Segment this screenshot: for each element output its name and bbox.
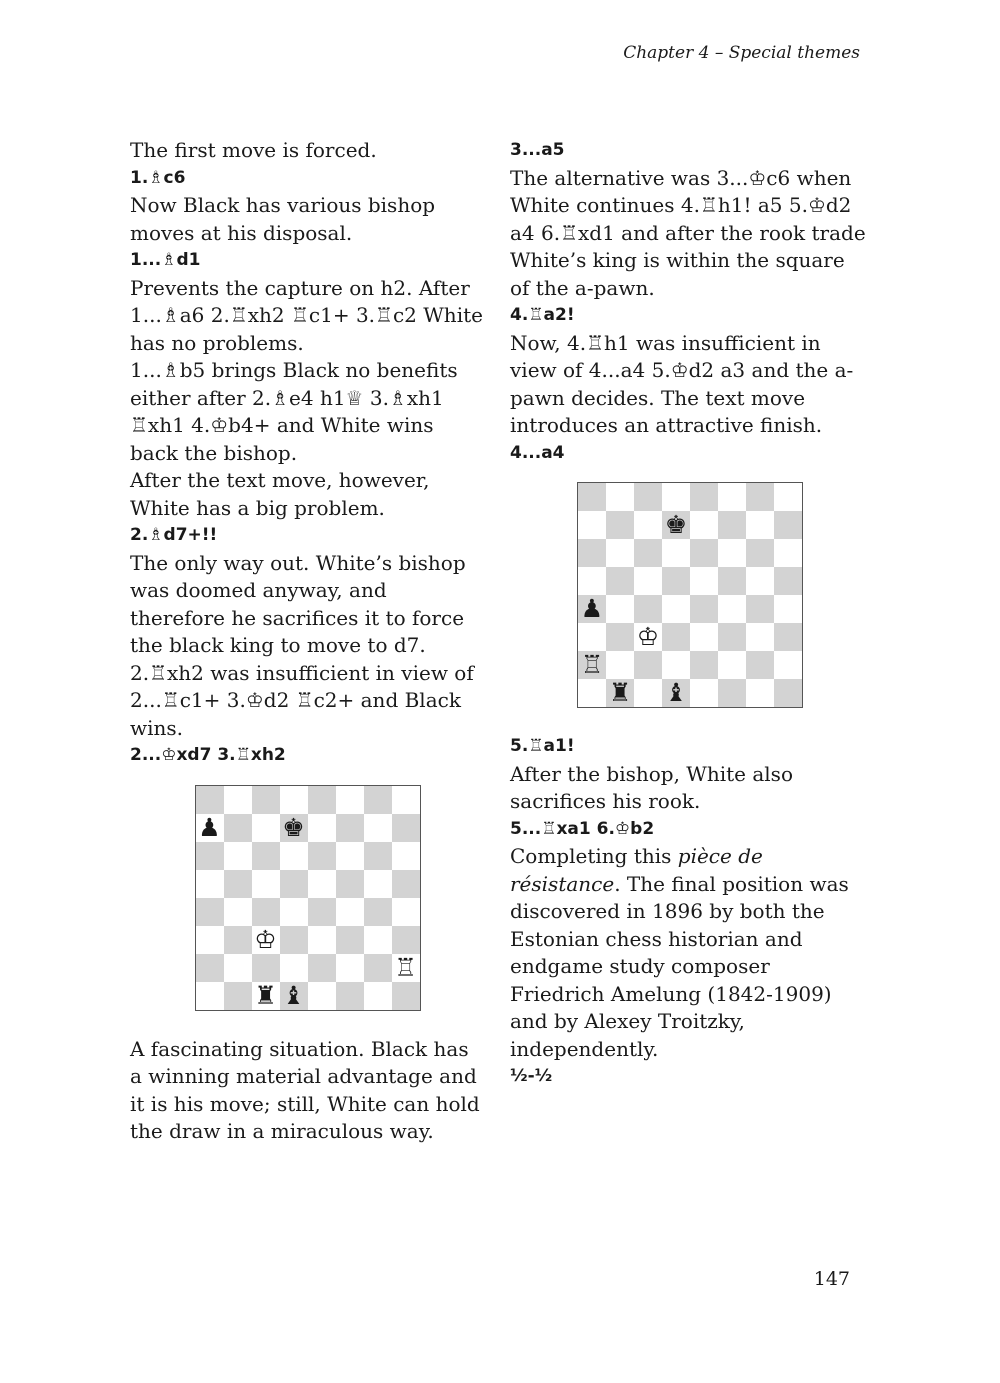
move-notation: 2...♔xd7 3.♖xh2	[130, 745, 286, 765]
board-square-f7	[336, 814, 364, 842]
board-square-f6	[718, 539, 746, 567]
board-square-g5	[746, 567, 774, 595]
board-square-c8	[634, 483, 662, 511]
board-square-f7	[718, 511, 746, 539]
body-paragraph: The only way out. White’s bishop was doomed anyway, and therefore he sacrifices it to force the black king to move to d7. 2.♖xh2 was insufficient in view of 2...♖c1+ 3.♔d2 ♖c2+ and Black wins.	[130, 550, 474, 740]
board-square-f8	[336, 786, 364, 814]
board-square-c4	[634, 595, 662, 623]
board-square-d7	[280, 814, 308, 842]
board-square-e1	[308, 982, 336, 1010]
board-square-f5	[718, 567, 746, 595]
board-square-h6	[774, 539, 802, 567]
board-square-e8	[308, 786, 336, 814]
board-square-b7	[606, 511, 634, 539]
board-square-e4	[308, 898, 336, 926]
board-square-f1	[718, 679, 746, 707]
chess-board	[577, 482, 803, 708]
move-notation: 1.♗c6	[130, 167, 186, 188]
board-square-a1	[578, 679, 606, 707]
board-square-f3	[718, 623, 746, 651]
board-square-d5	[280, 870, 308, 898]
board-square-f1	[336, 982, 364, 1010]
board-square-h5	[774, 567, 802, 595]
board-square-a2	[196, 954, 224, 982]
board-square-g8	[746, 483, 774, 511]
board-square-c8	[252, 786, 280, 814]
body-paragraph: After the text move, however, White has a big problem.	[130, 468, 430, 520]
board-square-c2	[252, 954, 280, 982]
board-square-c3	[634, 623, 662, 651]
body-paragraph: The first move is forced.	[130, 138, 377, 162]
board-square-e6	[690, 539, 718, 567]
board-square-a3	[196, 926, 224, 954]
board-square-a7	[578, 511, 606, 539]
board-square-c6	[634, 539, 662, 567]
black-bishop-icon: ♝	[664, 678, 688, 707]
board-square-c7	[634, 511, 662, 539]
chess-diagram-2	[510, 467, 870, 733]
board-square-d4	[280, 898, 308, 926]
board-square-a5	[196, 870, 224, 898]
board-square-h4	[774, 595, 802, 623]
board-square-e2	[690, 651, 718, 679]
board-square-g4	[364, 898, 392, 926]
board-square-h6	[392, 842, 420, 870]
move-notation: 4...a4	[510, 442, 565, 463]
body-paragraph: Now Black has various bishop moves at his disposal.	[130, 193, 436, 245]
right-column	[510, 137, 870, 1091]
board-square-a2	[578, 651, 606, 679]
board-square-d3	[662, 623, 690, 651]
board-square-h7	[392, 814, 420, 842]
board-square-e5	[690, 567, 718, 595]
board-square-h7	[774, 511, 802, 539]
board-square-g6	[364, 842, 392, 870]
board-square-f4	[718, 595, 746, 623]
board-square-b1	[224, 982, 252, 1010]
board-square-e5	[308, 870, 336, 898]
board-square-g5	[364, 870, 392, 898]
board-square-d2	[280, 954, 308, 982]
board-square-c5	[252, 870, 280, 898]
board-square-e7	[690, 511, 718, 539]
board-square-d1	[280, 982, 308, 1010]
board-square-a4	[578, 595, 606, 623]
board-square-c3	[252, 926, 280, 954]
board-square-g3	[364, 926, 392, 954]
board-square-b8	[224, 786, 252, 814]
board-square-h3	[774, 623, 802, 651]
board-square-e6	[308, 842, 336, 870]
board-square-b4	[224, 898, 252, 926]
board-square-e7	[308, 814, 336, 842]
body-paragraph: 1...♗b5 brings Black no benefits either after 2.♗e4 h1♕ 3.♗xh1 ♖xh1 4.♔b4+ and White wins back the bishop.	[130, 358, 458, 465]
board-square-a4	[196, 898, 224, 926]
board-square-h1	[392, 982, 420, 1010]
board-square-a3	[578, 623, 606, 651]
board-square-b7	[224, 814, 252, 842]
board-square-d6	[280, 842, 308, 870]
black-bishop-icon: ♝	[282, 980, 305, 1010]
board-square-d5	[662, 567, 690, 595]
italic-phrase: pièce de résistance	[510, 844, 763, 896]
board-square-e2	[308, 954, 336, 982]
board-square-f6	[336, 842, 364, 870]
board-square-g2	[746, 651, 774, 679]
board-square-g7	[364, 814, 392, 842]
move-notation: 5...♖xa1 6.♔b2	[510, 818, 655, 839]
board-square-h2	[392, 954, 420, 982]
board-square-g1	[746, 679, 774, 707]
board-square-g4	[746, 595, 774, 623]
board-square-g7	[746, 511, 774, 539]
board-square-b3	[606, 623, 634, 651]
board-square-b8	[606, 483, 634, 511]
board-square-e8	[690, 483, 718, 511]
chess-board	[195, 785, 421, 1011]
board-square-b2	[224, 954, 252, 982]
board-square-b1	[606, 679, 634, 707]
board-square-b2	[606, 651, 634, 679]
board-square-b3	[224, 926, 252, 954]
board-square-g3	[746, 623, 774, 651]
white-king-icon: ♔	[254, 924, 277, 954]
move-notation: 2.♗d7+!!	[130, 525, 218, 545]
board-square-b6	[224, 842, 252, 870]
board-square-a8	[578, 483, 606, 511]
board-square-a5	[578, 567, 606, 595]
board-square-e3	[690, 623, 718, 651]
left-column	[130, 137, 485, 1146]
board-square-a7	[196, 814, 224, 842]
board-square-f4	[336, 898, 364, 926]
board-square-c5	[634, 567, 662, 595]
board-square-c1	[252, 982, 280, 1010]
board-square-d3	[280, 926, 308, 954]
black-king-icon: ♚	[664, 510, 688, 539]
board-square-g1	[364, 982, 392, 1010]
board-square-c2	[634, 651, 662, 679]
board-square-c1	[634, 679, 662, 707]
board-square-d6	[662, 539, 690, 567]
move-notation: 3...a5	[510, 140, 565, 160]
board-square-f5	[336, 870, 364, 898]
board-square-f2	[336, 954, 364, 982]
chess-diagram-1	[130, 770, 485, 1036]
board-square-h1	[774, 679, 802, 707]
board-square-f2	[718, 651, 746, 679]
board-square-g2	[364, 954, 392, 982]
board-square-c7	[252, 814, 280, 842]
board-square-e3	[308, 926, 336, 954]
move-notation: 4.♖a2!	[510, 305, 575, 325]
board-square-a6	[578, 539, 606, 567]
board-square-a8	[196, 786, 224, 814]
body-text: . The final position was discovered in 1896 by both the Estonian chess historian and endgame study composer Friedrich Amelung (1842-1909) and by Alexey Troitzky, independently.	[510, 871, 849, 1061]
body-text: Completing this	[510, 844, 678, 868]
board-square-d4	[662, 595, 690, 623]
body-paragraph: After the bishop, White also sacrifices his rook.	[510, 761, 793, 813]
board-square-c6	[252, 842, 280, 870]
board-square-b5	[606, 567, 634, 595]
board-square-b6	[606, 539, 634, 567]
body-paragraph	[510, 843, 870, 1063]
board-square-h3	[392, 926, 420, 954]
black-rook-icon: ♜	[608, 678, 632, 707]
board-square-d2	[662, 651, 690, 679]
white-rook-icon: ♖	[394, 952, 417, 982]
white-rook-icon: ♖	[580, 650, 604, 679]
board-square-h4	[392, 898, 420, 926]
board-square-h8	[392, 786, 420, 814]
black-pawn-icon: ♟	[580, 594, 604, 623]
page-number: 147	[813, 1268, 850, 1290]
black-pawn-icon: ♟	[198, 812, 221, 842]
board-square-h2	[774, 651, 802, 679]
board-square-e1	[690, 679, 718, 707]
body-paragraph: The alternative was 3...♔c6 when White continues 4.♖h1! a5 5.♔d2 a4 6.♖xd1 and after the rook trade White’s king is within the square of the a-pawn.	[510, 165, 866, 300]
board-square-d1	[662, 679, 690, 707]
move-notation: 5.♖a1!	[510, 736, 575, 756]
board-square-g6	[746, 539, 774, 567]
body-paragraph: Prevents the capture on h2. After 1...♗a6 2.♖xh2 ♖c1+ 3.♖c2 White has no problems.	[130, 275, 483, 355]
game-result: ½-½	[510, 1066, 553, 1086]
white-king-icon: ♔	[636, 622, 660, 651]
board-square-h5	[392, 870, 420, 898]
black-rook-icon: ♜	[254, 980, 277, 1010]
board-square-e4	[690, 595, 718, 623]
body-paragraph: A fascinating situation. Black has a winning material advantage and it is his move; still, White can hold the draw in a miraculous way.	[130, 1036, 480, 1143]
move-notation: 1...♗d1	[130, 250, 201, 270]
board-square-a6	[196, 842, 224, 870]
board-square-d8	[280, 786, 308, 814]
body-paragraph: Now, 4.♖h1 was insufficient in view of 4...a4 5.♔d2 a3 and the a-pawn decides. The text move introduces an attractive finish.	[510, 330, 854, 437]
board-square-h8	[774, 483, 802, 511]
board-square-f8	[718, 483, 746, 511]
board-square-g8	[364, 786, 392, 814]
board-square-d8	[662, 483, 690, 511]
board-square-f3	[336, 926, 364, 954]
board-square-c4	[252, 898, 280, 926]
board-square-b4	[606, 595, 634, 623]
board-square-b5	[224, 870, 252, 898]
board-square-d7	[662, 511, 690, 539]
black-king-icon: ♚	[282, 812, 305, 842]
running-header: Chapter 4 – Special themes	[623, 43, 860, 63]
board-square-a1	[196, 982, 224, 1010]
